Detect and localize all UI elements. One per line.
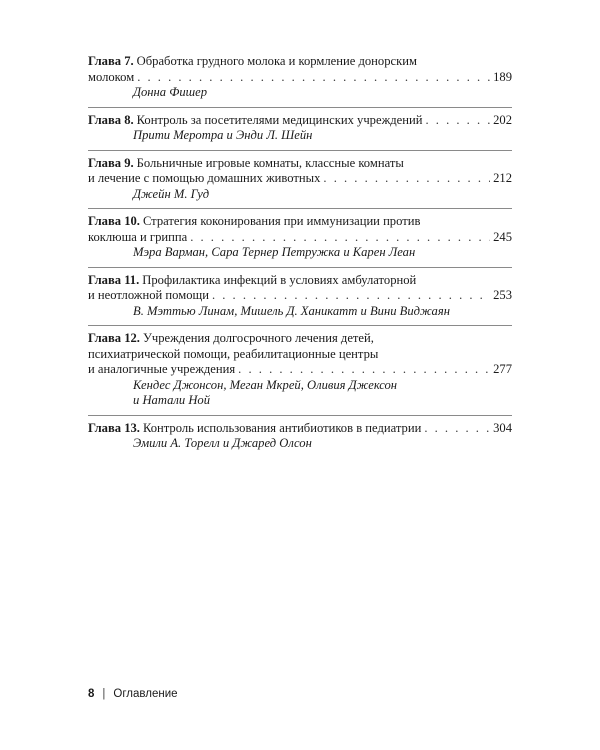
leader-dots: [323, 171, 490, 187]
toc-entry-title-line: [88, 288, 512, 304]
leader-dots: [212, 288, 490, 304]
footer-page-number: 8: [88, 688, 95, 700]
chapter-title-continued: и аналогичные учреждения: [88, 362, 236, 376]
toc-entry-chapter-13[interactable]: [88, 421, 512, 458]
chapter-title: Профилактика инфекций в условиях амбулаторной: [142, 272, 417, 287]
chapter-authors: Мэра Варман, Сара Тернер Петружка и Карен Леан: [133, 245, 416, 259]
chapter-title: Больничные игровые комнаты, классные комнаты: [136, 155, 404, 170]
chapter-label: Глава 9.: [88, 155, 134, 170]
page-number: 212: [493, 171, 512, 185]
toc-entry-title-line: [88, 214, 512, 230]
leader-dots: [238, 362, 490, 378]
chapter-label: Глава 10.: [88, 214, 140, 228]
chapter-label: Глава 7.: [88, 54, 134, 68]
toc-entry-title-line: [88, 362, 512, 378]
chapter-label: Глава 11.: [88, 272, 140, 287]
toc-entry-title-line: [88, 230, 512, 246]
toc-entry-title-line: [88, 156, 512, 172]
toc-entry-title-line: [88, 273, 512, 289]
chapter-title: Стратегия коконирования при иммунизации против: [142, 214, 421, 228]
page-footer: [88, 688, 178, 700]
chapter-label: Глава 12.: [88, 331, 140, 345]
toc-entry-chapter-9[interactable]: [88, 156, 512, 210]
toc-entry-chapter-12[interactable]: [88, 331, 512, 416]
chapter-authors-continued: и Натали Ной: [133, 393, 211, 407]
chapter-title-continued: психиатрической помощи, реабилитационные центры: [88, 346, 379, 361]
toc-entry-chapter-8[interactable]: [88, 113, 512, 151]
chapter-title-continued: коклюша и гриппа: [88, 229, 188, 244]
toc-entry-title-line: [88, 54, 512, 70]
toc-entry-title-line: [88, 331, 512, 347]
toc-entry-title-line: [88, 347, 512, 363]
toc-entry-chapter-10[interactable]: [88, 214, 512, 268]
page-number: 277: [493, 362, 512, 376]
chapter-label: Глава 13.: [88, 420, 140, 435]
chapter-title-continued: и неотложной помощи: [88, 288, 209, 302]
leader-dots: [425, 113, 490, 129]
footer-section-title: Оглавление: [113, 688, 178, 700]
chapter-title: Обработка грудного молока и кормление донорским: [136, 54, 417, 68]
toc-entry-title-line: [88, 421, 512, 437]
toc-entry-chapter-11[interactable]: [88, 273, 512, 327]
chapter-title: Контроль за посетителями медицинских учреждений: [136, 112, 423, 127]
toc-entry-title-line: [88, 70, 512, 86]
leader-dots: [190, 230, 490, 246]
leader-dots: [137, 70, 490, 86]
chapter-title: Учреждения долгосрочного лечения детей,: [142, 331, 374, 345]
page-number: 304: [493, 420, 512, 435]
page-number: 253: [493, 288, 512, 302]
chapter-authors: В. Мэттью Линам, Мишель Д. Ханикатт и Вини Виджаян: [133, 303, 450, 318]
chapter-label: Глава 8.: [88, 112, 134, 127]
toc-entry-chapter-7[interactable]: [88, 54, 512, 108]
chapter-title-continued: молоком: [88, 69, 135, 84]
chapter-title: Контроль использования антибиотиков в педиатрии: [142, 420, 422, 435]
chapter-authors: Эмили А. Торелл и Джаред Олсон: [133, 436, 312, 450]
footer-separator: |: [102, 688, 106, 700]
chapter-authors: Прити Меротра и Энди Л. Шейн: [133, 128, 313, 142]
table-of-contents: [88, 54, 512, 463]
leader-dots: [424, 421, 490, 437]
chapter-authors: Кендес Джонсон, Меган Мкрей, Оливия Джексон: [133, 377, 398, 392]
chapter-title-continued: и лечение с помощью домашних животных: [88, 171, 321, 185]
page-number: 245: [493, 229, 512, 244]
toc-entry-title-line: [88, 113, 512, 129]
page-number: 189: [493, 69, 512, 84]
chapter-authors: Донна Фишер: [133, 85, 208, 99]
toc-entry-title-line: [88, 171, 512, 187]
page-number: 202: [493, 112, 512, 127]
chapter-authors: Джейн М. Гуд: [133, 186, 210, 201]
